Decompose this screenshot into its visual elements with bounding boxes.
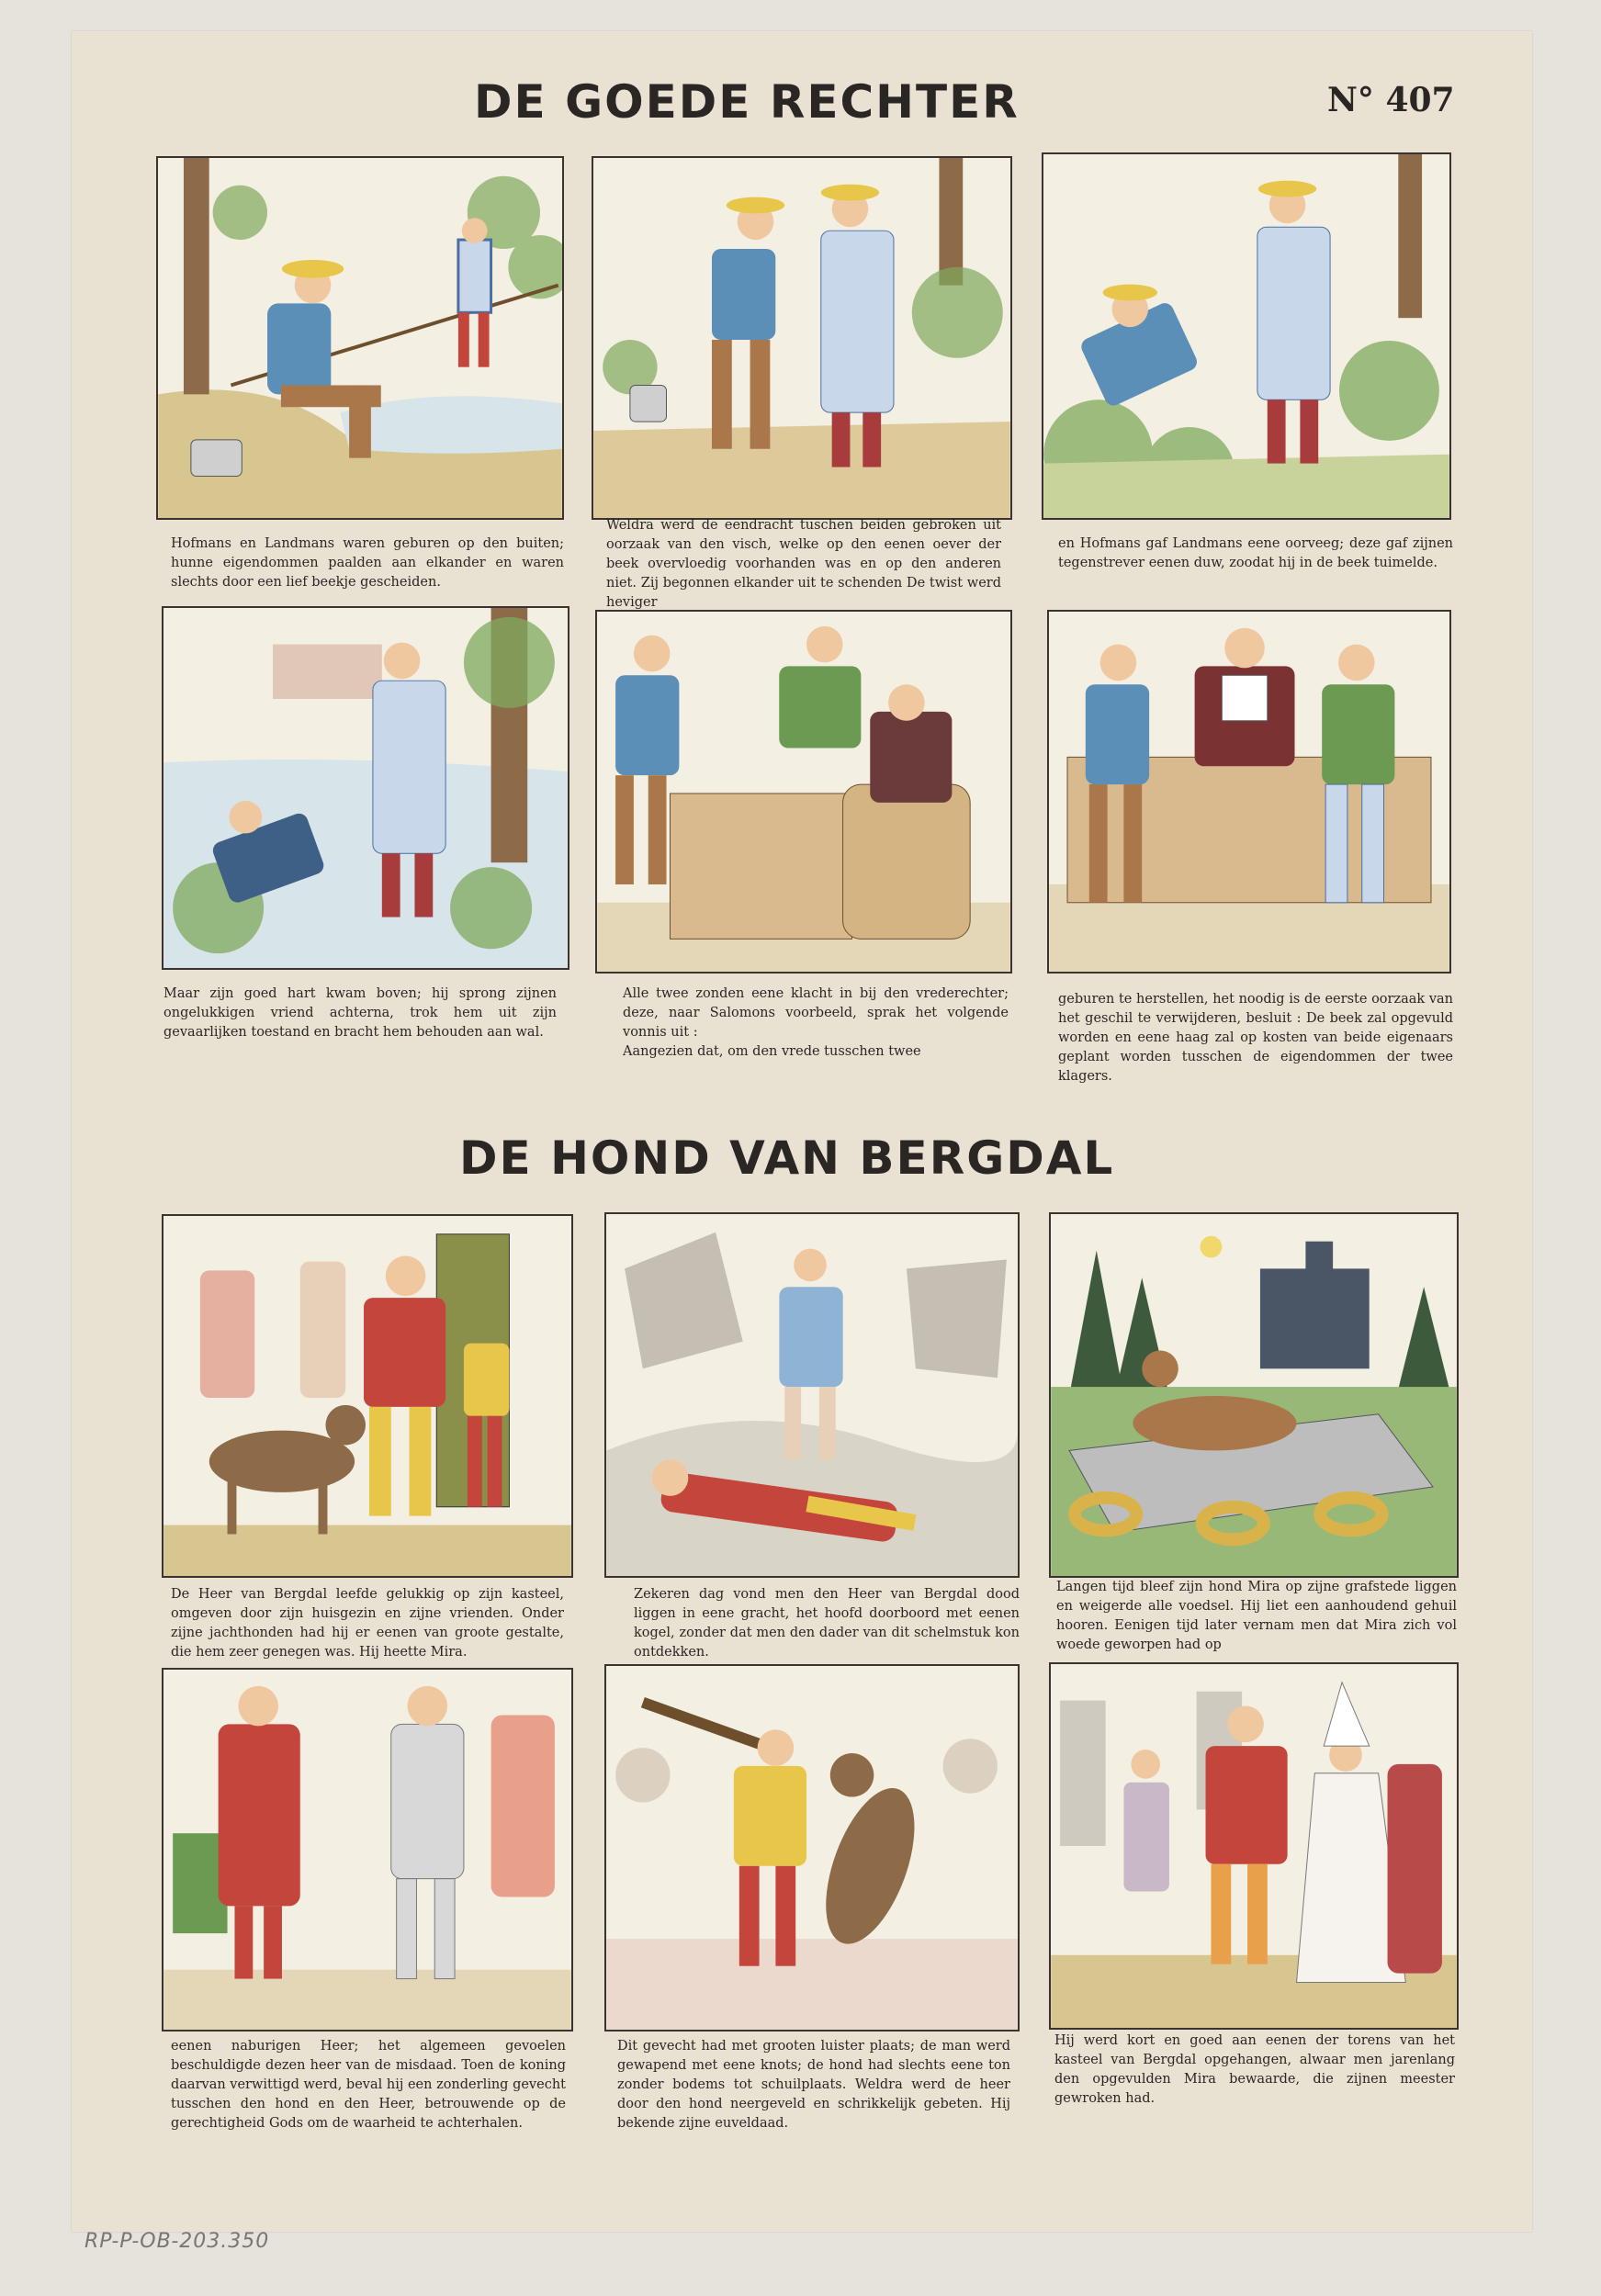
- panel-11-duel: [604, 1664, 1020, 2032]
- rescue-illustration: [163, 608, 568, 968]
- quarrel-illustration: [593, 158, 1010, 518]
- panel-6-verdict: [1047, 610, 1451, 974]
- verdict-illustration: [1049, 612, 1449, 972]
- panel-8-murder: [604, 1212, 1020, 1578]
- story-title: DE GOEDE RECHTER: [474, 75, 1020, 129]
- panel-4-rescue: [162, 606, 569, 970]
- panel-1-fishing: [156, 156, 564, 520]
- caption-2: Weldra werd de eendracht tuschen beiden gebroken uit oorzaak van den visch, welke op den eenen oever der beek overvloedig voorhanden was en op den anderen niet. Zij begonnen elkander uit te schenden De twist werd heviger: [606, 518, 1001, 610]
- caption-8: Zekeren dag vond men den Heer van Bergdal dood liggen in eene gracht, het hoofd doorboord met eenen kogel, zonder dat men den dader van dit schelmstuk kon ontdekken.: [634, 1587, 1020, 1660]
- panel-10-accusation: [162, 1668, 573, 2032]
- caption-12: Hij werd kort en goed aan eenen der torens van het kasteel van Bergdal opgehangen, alwaar men jarenlang den opgevulden Mira bewaarde, die zijnen meester gewroken had.: [1054, 2033, 1455, 2106]
- caption-9: Langen tijd bleef zijn hond Mira op zijne grafstede liggen en weigerde alle voedsel. Hij liet een aanhoudend gehuil hooren. Eenigen tijd later vernam men dat Mira zich vol woede geworpen had op: [1056, 1580, 1457, 1652]
- complaint-illustration: [597, 612, 1010, 972]
- push-illustration: [1043, 154, 1449, 518]
- panel-2-quarrel: [592, 156, 1012, 520]
- caption-10: eenen naburigen Heer; het algemeen gevoelen beschuldigde dezen heer van de misdaad. Toen de koning daarvan verwittigd werd, beval hij een zonderling gevecht tusschen den hond en den Heer, betrouwende op de gerechtigheid Gods om de waarheid te achterhalen.: [171, 2039, 566, 2131]
- caption-4: Maar zijn goed hart kwam boven; hij sprong zijnen ongelukkigen vriend achterna, trok hem uit zijn gevaarlijken toestand en bracht hem behouden aan wal.: [163, 986, 557, 1040]
- fishing-illustration: [158, 158, 562, 518]
- caption-5: Alle twee zonden eene klacht in bij den vrederechter; deze, naar Salomons voorbeeld, sprak het volgende vonnis uit : Aangezien dat, om den vrede tusschen twee: [623, 986, 1009, 1059]
- hanging-illustration: [1051, 1664, 1457, 2028]
- caption-7: De Heer van Bergdal leefde gelukkig op zijn kasteel, omgeven door zijn huisgezin en zijne vrienden. Onder zijne jachthonden had hij er eenen van groote gestalte, die hem zeer genegen was. Hij heette Mira.: [171, 1587, 564, 1660]
- panel-5-complaint: [595, 610, 1012, 974]
- caption-3: en Hofmans gaf Landmans eene oorveeg; deze gaf zijnen tegenstrever eenen duw, zoodat hij in de beek tuimelde.: [1058, 536, 1453, 570]
- caption-11: Dit gevecht had met grooten luister plaats; de man werd gewapend met eene knots; de hond had slechts eene ton zonder bodems tot schuilplaats. Weldra werd de heer door den hond neergeveld en schrikkelijk gebeten. Hij bekende zijne euveldaad.: [617, 2039, 1010, 2131]
- duel-illustration: [606, 1666, 1018, 2030]
- panel-3-push: [1042, 152, 1451, 520]
- caption-1: Hofmans en Landmans waren geburen op den buiten; hunne eigendommen paalden aan elkander en waren slechts door een lief beekje gescheiden.: [171, 536, 564, 590]
- grave-illustration: [1051, 1214, 1457, 1576]
- castle-lord-illustration: [163, 1216, 571, 1576]
- caption-6: geburen te herstellen, het noodig is de eerste oorzaak van het geschil te verwijderen, besluit : De beek zal opgevuld worden en eene haag zal op kosten van beide eigenaars geplant worden tusschen de eigendommen der twee klagers.: [1058, 992, 1453, 1084]
- panel-7-castle-lord: [162, 1214, 573, 1578]
- accession-number: RP-P-OB-203.350: [85, 2230, 270, 2253]
- panel-9-grave: [1049, 1212, 1459, 1578]
- print-number: N° 407: [1327, 81, 1455, 119]
- story-title-2: DE HOND VAN BERGDAL: [459, 1131, 1115, 1185]
- murder-illustration: [606, 1214, 1018, 1576]
- panel-12-hanging: [1049, 1662, 1459, 2030]
- accusation-illustration: [163, 1670, 571, 2030]
